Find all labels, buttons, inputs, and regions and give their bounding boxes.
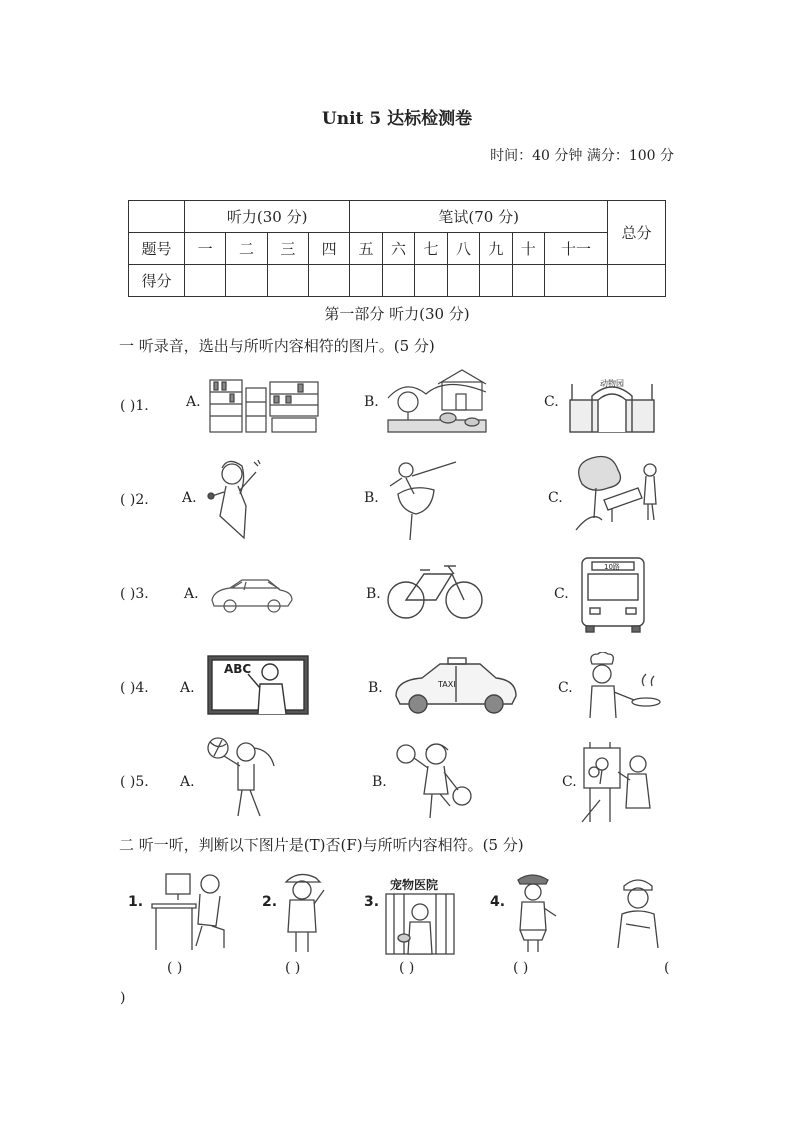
section-number: 六: [382, 233, 414, 265]
answer-paren-close: ): [120, 990, 126, 1006]
postman-icon[interactable]: [280, 870, 330, 954]
score-input-cell[interactable]: [512, 265, 544, 297]
answer-paren[interactable]: (: [664, 960, 670, 976]
option-label: A.: [180, 774, 195, 790]
cook-icon[interactable]: [584, 652, 664, 720]
section-number: 二: [226, 233, 267, 265]
writing-header: 笔试(70 分): [350, 201, 608, 233]
teacher-icon[interactable]: [206, 654, 310, 718]
question-number[interactable]: ( )3.: [120, 586, 149, 602]
option-label: C.: [558, 680, 573, 696]
option-label: B.: [364, 394, 379, 410]
score-input-cell[interactable]: [185, 265, 226, 297]
corner-cell: [129, 201, 185, 233]
farm-icon[interactable]: [386, 368, 488, 434]
item-number: 1.: [128, 894, 144, 910]
score-input-cell[interactable]: [447, 265, 479, 297]
bicycle-icon[interactable]: [386, 560, 484, 620]
page-title: Unit 5 达标检测卷: [321, 109, 473, 129]
taxi-sign: TAXI: [438, 680, 456, 689]
score-table: [128, 200, 666, 297]
option-label: B.: [372, 774, 387, 790]
score-input-cell[interactable]: [608, 265, 666, 297]
answer-paren[interactable]: ( ): [513, 960, 529, 976]
score-input-cell[interactable]: [308, 265, 349, 297]
cheerleader-icon[interactable]: [396, 740, 472, 822]
score-input-cell[interactable]: [226, 265, 267, 297]
board-text: ABC: [224, 662, 252, 676]
zoo-sign: 动物园: [600, 379, 624, 388]
score-input-cell[interactable]: [480, 265, 512, 297]
option-label: A.: [184, 586, 199, 602]
question-number[interactable]: ( )4.: [120, 680, 149, 696]
bus-sign: 10路: [604, 563, 620, 571]
option-label: B.: [364, 490, 379, 506]
section-number: 三: [267, 233, 308, 265]
supermarket-icon[interactable]: [206, 374, 320, 434]
computer-worker-icon[interactable]: [150, 870, 228, 952]
time-info: 时间：40 分钟 满分：100 分: [490, 148, 674, 164]
taxi-icon[interactable]: [392, 656, 520, 716]
section-number: 十一: [545, 233, 608, 265]
part1-heading: 第一部分 听力(30 分): [324, 305, 470, 323]
question-number[interactable]: ( )5.: [120, 774, 149, 790]
painter-girl-icon[interactable]: [580, 740, 656, 824]
section-number: 九: [480, 233, 512, 265]
option-label: C.: [548, 490, 563, 506]
option-label: B.: [366, 586, 381, 602]
answer-paren[interactable]: ( ): [285, 960, 301, 976]
section-number: 八: [447, 233, 479, 265]
police-icon[interactable]: [510, 870, 560, 954]
option-label: B.: [368, 680, 383, 696]
zoo-gate-icon[interactable]: [566, 374, 658, 434]
car-icon[interactable]: [208, 574, 294, 614]
hospital-sign: 宠物医院: [390, 878, 439, 892]
option-label: C.: [562, 774, 577, 790]
option-label: A.: [180, 680, 195, 696]
question-number-label: 题号: [129, 233, 185, 265]
item-number: 2.: [262, 894, 278, 910]
singer-icon[interactable]: [200, 456, 264, 540]
option-label: C.: [544, 394, 559, 410]
total-header: 总分: [608, 201, 666, 265]
question-number[interactable]: ( )1.: [120, 398, 149, 414]
ballet-dancer-icon[interactable]: [384, 454, 460, 542]
item-number: 3.: [364, 894, 380, 910]
score-input-cell[interactable]: [415, 265, 447, 297]
section-number: 四: [308, 233, 349, 265]
score-input-cell[interactable]: [267, 265, 308, 297]
section-number: 一: [185, 233, 226, 265]
volleyball-girl-icon[interactable]: [204, 736, 280, 822]
option-label: A.: [186, 394, 201, 410]
answer-paren[interactable]: ( ): [167, 960, 183, 976]
section2-heading: 二 听一听，判断以下图片是(T)否(F)与所听内容相符。(5 分): [119, 836, 524, 854]
section-number: 十: [512, 233, 544, 265]
pet-hospital-icon[interactable]: [384, 876, 456, 956]
option-label: A.: [182, 490, 197, 506]
score-input-cell[interactable]: [545, 265, 608, 297]
item-number: 4.: [490, 894, 506, 910]
section-number: 五: [350, 233, 382, 265]
answer-paren[interactable]: ( ): [399, 960, 415, 976]
score-input-cell[interactable]: [382, 265, 414, 297]
worker-icon[interactable]: [612, 876, 664, 950]
score-label: 得分: [129, 265, 185, 297]
section-number: 七: [415, 233, 447, 265]
park-bench-icon[interactable]: [572, 454, 662, 534]
score-input-cell[interactable]: [350, 265, 382, 297]
option-label: C.: [554, 586, 569, 602]
question-number[interactable]: ( )2.: [120, 492, 149, 508]
section1-heading: 一 听录音，选出与所听内容相符的图片。(5 分): [119, 337, 435, 355]
listening-header: 听力(30 分): [185, 201, 350, 233]
bus-icon[interactable]: [578, 554, 648, 634]
